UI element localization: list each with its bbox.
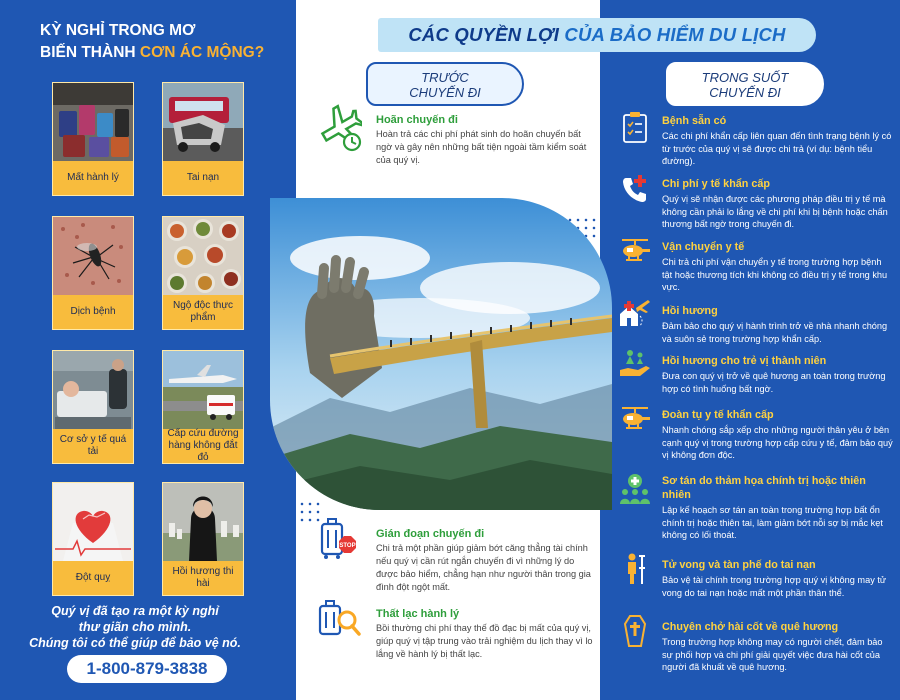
item-text: Chi trả chi phí vận chuyển y tế trong trường hợp bệnh tật hoặc thương tích khi không có điều trị y tế trong khu vực. bbox=[662, 257, 888, 292]
tile-lost-luggage bbox=[52, 82, 134, 196]
banner-highlight: CỦA BẢO HIỂM DU LỊCH bbox=[564, 24, 786, 45]
phone-medical-icon bbox=[618, 172, 652, 206]
item-text: Lập kế hoạch sơ tán an toàn trong trường hợp bất ổn chính trị hoặc thiên tai, làm giảm bớt nỗi sợ bị mắc kẹt không có lối thoát. bbox=[662, 505, 883, 540]
item-title: Gián đoạn chuyến đi bbox=[376, 528, 485, 540]
family-hand-icon bbox=[618, 346, 652, 380]
golden-bridge-photo bbox=[270, 198, 612, 510]
home-plane-icon bbox=[618, 296, 652, 330]
left-panel bbox=[0, 0, 270, 700]
before-item-interruption bbox=[376, 528, 594, 594]
item-text: Quý vị sẽ nhận được các phương pháp điều trị y tế mà không cần phải lo lắng về chi phí khi bị bệnh hoặc chấn thương bất ngờ trong chuyến đi. bbox=[662, 194, 888, 229]
item-title: Chi phí y tế khẩn cấp bbox=[662, 178, 770, 190]
during-trip-label bbox=[666, 62, 824, 106]
heart-attack-icon bbox=[53, 483, 133, 561]
crutch-person-icon bbox=[618, 552, 652, 586]
coffin-icon bbox=[618, 614, 652, 648]
benefits-banner bbox=[378, 18, 816, 52]
hospital-patient-icon bbox=[53, 351, 133, 429]
item-text: Chi trả một phần giúp giảm bớt căng thẳng tài chính nếu quý vị cần rút ngắn chuyến đi vì những lý do được bảo hiểm, chẳng hạn như người thân trong gia đình đột ngột mất. bbox=[376, 543, 591, 592]
item-text: Bồi thường chi phí thay thế đồ đạc bị mất của quý vị, giúp quý vị tập trung vào trải nghiệm du lịch thay vì lo lắng về hành lý bị thất lạc. bbox=[376, 623, 593, 659]
tile-caption: Ngộ độc thực phẩm bbox=[172, 300, 234, 323]
during-item-remains-repatriation bbox=[662, 620, 894, 674]
during-item-medical-transport bbox=[662, 240, 894, 294]
during-item-family-reunion bbox=[662, 408, 894, 462]
left-title bbox=[40, 20, 264, 64]
item-text: Các chi phí khẩn cấp liên quan đến tình trạng bệnh lý có từ trước của quý vị sẽ được chi trả (ví dụ: bệnh tiểu đường). bbox=[662, 131, 892, 166]
during-item-accidental-death bbox=[662, 558, 894, 599]
item-title: Đoàn tụ y tế khẩn cấp bbox=[662, 409, 774, 421]
slogan-line: Quý vị đã tạo ra một kỳ nghỉ bbox=[51, 604, 219, 618]
left-title-line2: BIẾN THÀNH bbox=[40, 44, 140, 61]
svg-text:STOP: STOP bbox=[339, 543, 356, 549]
before-item-lost-luggage bbox=[376, 608, 594, 661]
tile-accident bbox=[162, 82, 244, 196]
item-title: Hồi hương cho trẻ vị thành niên bbox=[662, 355, 827, 367]
tile-epidemic bbox=[52, 216, 134, 330]
item-title: Thất lạc hành lý bbox=[376, 608, 460, 620]
funeral-icon bbox=[163, 483, 243, 561]
pill-line: CHUYẾN ĐI bbox=[709, 85, 781, 100]
item-text: Trong trường hợp không may có người chết, đảm bảo sự phối hợp và chi phí giải quyết việc đưa hài cốt của người đã khuất về quê hương. bbox=[662, 637, 883, 672]
left-slogan bbox=[20, 603, 250, 651]
slogan-line: thư giãn cho mình. bbox=[78, 620, 192, 634]
people-medical-icon bbox=[618, 472, 652, 506]
slogan-line: Chúng tôi có thể giúp để bảo vệ nó. bbox=[29, 636, 241, 650]
before-trip-label bbox=[366, 62, 524, 106]
banner-title: CÁC QUYỀN LỢI bbox=[408, 24, 565, 45]
tile-caption: Cơ sở y tế quá tải bbox=[59, 434, 127, 457]
during-item-emergency-medical bbox=[662, 177, 894, 231]
item-title: Hồi hương bbox=[662, 305, 718, 317]
item-text: Hoàn trả các chi phí phát sinh do hoãn chuyến bất ngờ và gây nên những bất tiện ngoài tầm kiểm soát của quý vị. bbox=[376, 129, 587, 165]
tile-caption: Đột quỵ bbox=[75, 572, 111, 583]
item-text: Nhanh chóng sắp xếp cho những người thân yêu ở bên cạnh quý vị trong trường hợp cấp cứu y tế, đảm bảo quý vị không đơn độc. bbox=[662, 425, 893, 460]
item-text: Bảo vệ tài chính trong trường hợp quý vị không may tử vong do tai nạn hoặc mất một phần thân thể. bbox=[662, 575, 887, 598]
tile-food-poisoning bbox=[162, 216, 244, 330]
tile-caption: Tai nạn bbox=[186, 172, 220, 183]
item-title: Hoãn chuyến đi bbox=[376, 114, 458, 126]
during-item-preexisting bbox=[662, 114, 894, 168]
tile-caption: Hồi hương thi hài bbox=[172, 566, 234, 589]
pill-line: TRONG SUỐT bbox=[701, 70, 789, 85]
pill-line: CHUYẾN ĐI bbox=[409, 85, 481, 100]
item-text: Đưa con quý vị trở về quê hương an toàn trong trường hợp có tình huống bất ngờ. bbox=[662, 371, 886, 394]
left-title-line1: KỲ NGHỈ TRONG MƠ bbox=[40, 22, 196, 39]
during-item-evacuation bbox=[662, 474, 894, 542]
tile-air-ambulance bbox=[162, 350, 244, 464]
helicopter-icon bbox=[618, 402, 652, 436]
pill-line: TRƯỚC bbox=[421, 70, 469, 85]
tile-stroke bbox=[52, 482, 134, 596]
ambulance-plane-icon bbox=[163, 351, 243, 429]
tile-overloaded-hospital bbox=[52, 350, 134, 464]
food-table-icon bbox=[163, 217, 243, 295]
plane-clock-icon bbox=[318, 104, 362, 152]
clipboard-icon bbox=[618, 110, 652, 144]
left-title-highlight: CƠN ÁC MỘNG? bbox=[139, 44, 265, 61]
mosquito-icon bbox=[53, 217, 133, 295]
item-title: Chuyên chở hài cốt về quê hương bbox=[662, 621, 839, 633]
luggage-stop-icon bbox=[316, 516, 362, 562]
luggage-search-icon bbox=[316, 600, 362, 642]
item-text: Đảm bảo cho quý vị hành trình trở về nhà nhanh chóng và suôn sẻ trong trường hợp khẩn cấp. bbox=[662, 321, 888, 344]
during-item-repatriation bbox=[662, 304, 894, 345]
tile-caption: Mất hành lý bbox=[67, 172, 119, 183]
luggage-pile-icon bbox=[53, 83, 133, 161]
item-title: Vận chuyển y tế bbox=[662, 241, 745, 253]
item-title: Tử vong và tàn phế do tai nạn bbox=[662, 559, 816, 571]
car-accident-icon bbox=[163, 83, 243, 161]
helicopter-icon bbox=[618, 234, 652, 268]
tile-caption: Dịch bệnh bbox=[70, 306, 116, 317]
item-title: Bệnh sẵn có bbox=[662, 115, 727, 127]
tile-repatriation bbox=[162, 482, 244, 596]
before-item-delay bbox=[376, 114, 594, 167]
tile-caption: Cấp cứu đường hàng không đắt đỏ bbox=[167, 428, 239, 463]
item-title: Sơ tán do thảm họa chính trị hoặc thiên nhiên bbox=[662, 475, 866, 501]
during-item-minor-repatriation bbox=[662, 354, 894, 395]
phone-number[interactable]: 1-800-879-3838 bbox=[67, 655, 227, 683]
